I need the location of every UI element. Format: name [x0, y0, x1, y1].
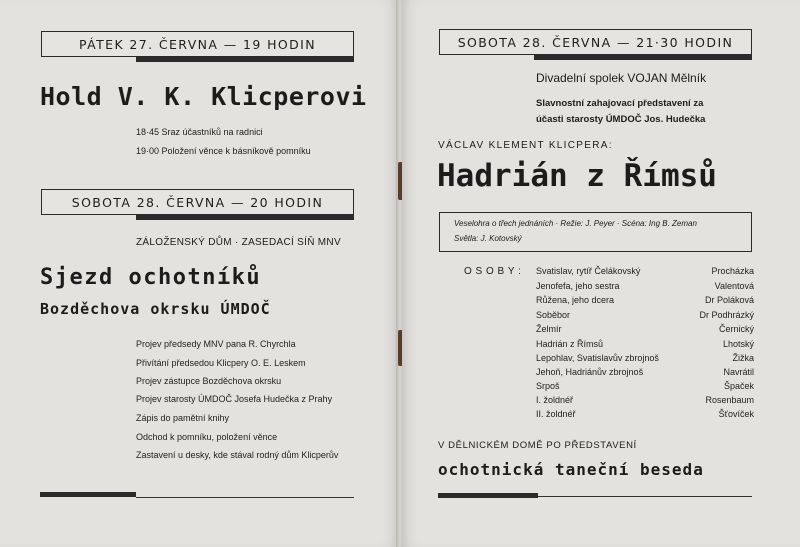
event1-item: 19·00 Položení věnce k básníkově pomníku	[136, 146, 311, 156]
play-date-box	[439, 29, 752, 55]
credits-line2: Světla: J. Kotovský	[454, 234, 522, 243]
event2-item: Projev předsedy MNV pana R. Chyrchla	[136, 339, 296, 349]
dance-event: ochotnická taneční beseda	[438, 460, 704, 479]
cast-role: Srpoš	[536, 381, 560, 391]
play-date-bar	[534, 55, 752, 60]
footer-rule	[136, 497, 354, 498]
event2-date: SOBOTA 28. ČERVNA — 20 HODIN	[71, 194, 324, 210]
credits-line1: Veselohra o třech jednáních · Režie: J. Peyer · Scéna: Ing B. Zeman	[454, 219, 697, 228]
event1-date-bar	[136, 57, 354, 62]
cast-role: Hadrián z Římsů	[536, 339, 604, 349]
cast-role: Jenofefa, jeho sestra	[536, 281, 620, 291]
cast-role: Lepohlav, Svatislavův zbrojnoš	[536, 353, 659, 363]
play-title: Hadrián z Římsů	[437, 158, 717, 194]
play-author: VÁCLAV KLEMENT KLICPERA:	[438, 140, 613, 151]
cast-label: O S O B Y :	[464, 266, 522, 277]
cast-actor: Valentová	[714, 281, 754, 291]
cast-role: Jehoň, Hadriánův zbrojnoš	[536, 367, 644, 377]
event2-item: Přivítání předsedou Klicpery O. E. Leskem	[136, 358, 306, 368]
cast-actor: Navrátil	[723, 367, 754, 377]
event2-item: Projev zástupce Bozděchova okrsku	[136, 376, 282, 386]
footer-thick-rule	[438, 493, 538, 498]
event2-date-box	[41, 189, 354, 215]
after-show-line: V DĚLNICKÉM DOMĚ PO PŘEDSTAVENÍ	[438, 440, 637, 451]
cast-actor: Žižka	[732, 353, 754, 363]
cast-role: I. žoldnéř	[536, 395, 574, 405]
cast-actor: Procházka	[711, 266, 754, 276]
event2-item: Zastavení u desky, kde stával rodný dům Klicperův	[136, 450, 339, 460]
cast-actor: Lhotský	[722, 339, 754, 349]
event1-date: PÁTEK 27. ČERVNA — 19 HODIN	[79, 36, 316, 52]
event1-date-box	[41, 31, 354, 57]
cast-actor: Černický	[718, 324, 754, 334]
theatre-company: Divadelní spolek VOJAN Mělník	[536, 71, 707, 85]
cast-role: II. žoldnéř	[536, 409, 576, 419]
festive-line1: Slavnostní zahajovací představení za	[536, 98, 704, 109]
event2-item: Zápis do pamětní knihy	[136, 413, 230, 423]
event2-venue: ZÁLOŽENSKÝ DŮM · ZASEDACÍ SÍŇ MNV	[136, 237, 341, 248]
cast-role: Růžena, jeho dcera	[536, 295, 615, 305]
event1-title: Hold V. K. Klicperovi	[40, 82, 367, 111]
event2-item: Projev starosty ÚMDOČ Josefa Hudečka z Prahy	[136, 394, 333, 404]
credits-box	[439, 212, 752, 252]
event1-item: 18·45 Sraz účastníků na radnici	[136, 127, 263, 137]
event2-title-line2: Bozděchova okrsku ÚMDOČ	[40, 300, 271, 318]
right-page	[402, 0, 800, 547]
left-page	[0, 0, 398, 547]
play-date: SOBOTA 28. ČERVNA — 21·30 HODIN	[457, 34, 734, 50]
cast-actor: Šťovíček	[718, 409, 754, 419]
cast-actor: Špaček	[723, 381, 754, 391]
festive-line2: účasti starosty ÚMDOČ Jos. Hudečka	[536, 114, 706, 125]
footer-rule	[538, 496, 752, 497]
event2-date-bar	[136, 215, 354, 220]
cast-actor: Rosenbaum	[705, 395, 754, 405]
cast-role: Želmír	[536, 324, 562, 334]
event2-title-line1: Sjezd ochotníků	[40, 265, 262, 290]
cast-actor: Dr Podhrázký	[699, 310, 754, 320]
cast-role: Svatislav, rytíř Čelákovský	[536, 266, 641, 276]
cast-actor: Dr Poláková	[704, 295, 754, 305]
event2-item: Odchod k pomníku, položení věnce	[136, 432, 278, 442]
cast-role: Soběbor	[536, 310, 571, 320]
footer-thick-rule	[40, 492, 136, 497]
